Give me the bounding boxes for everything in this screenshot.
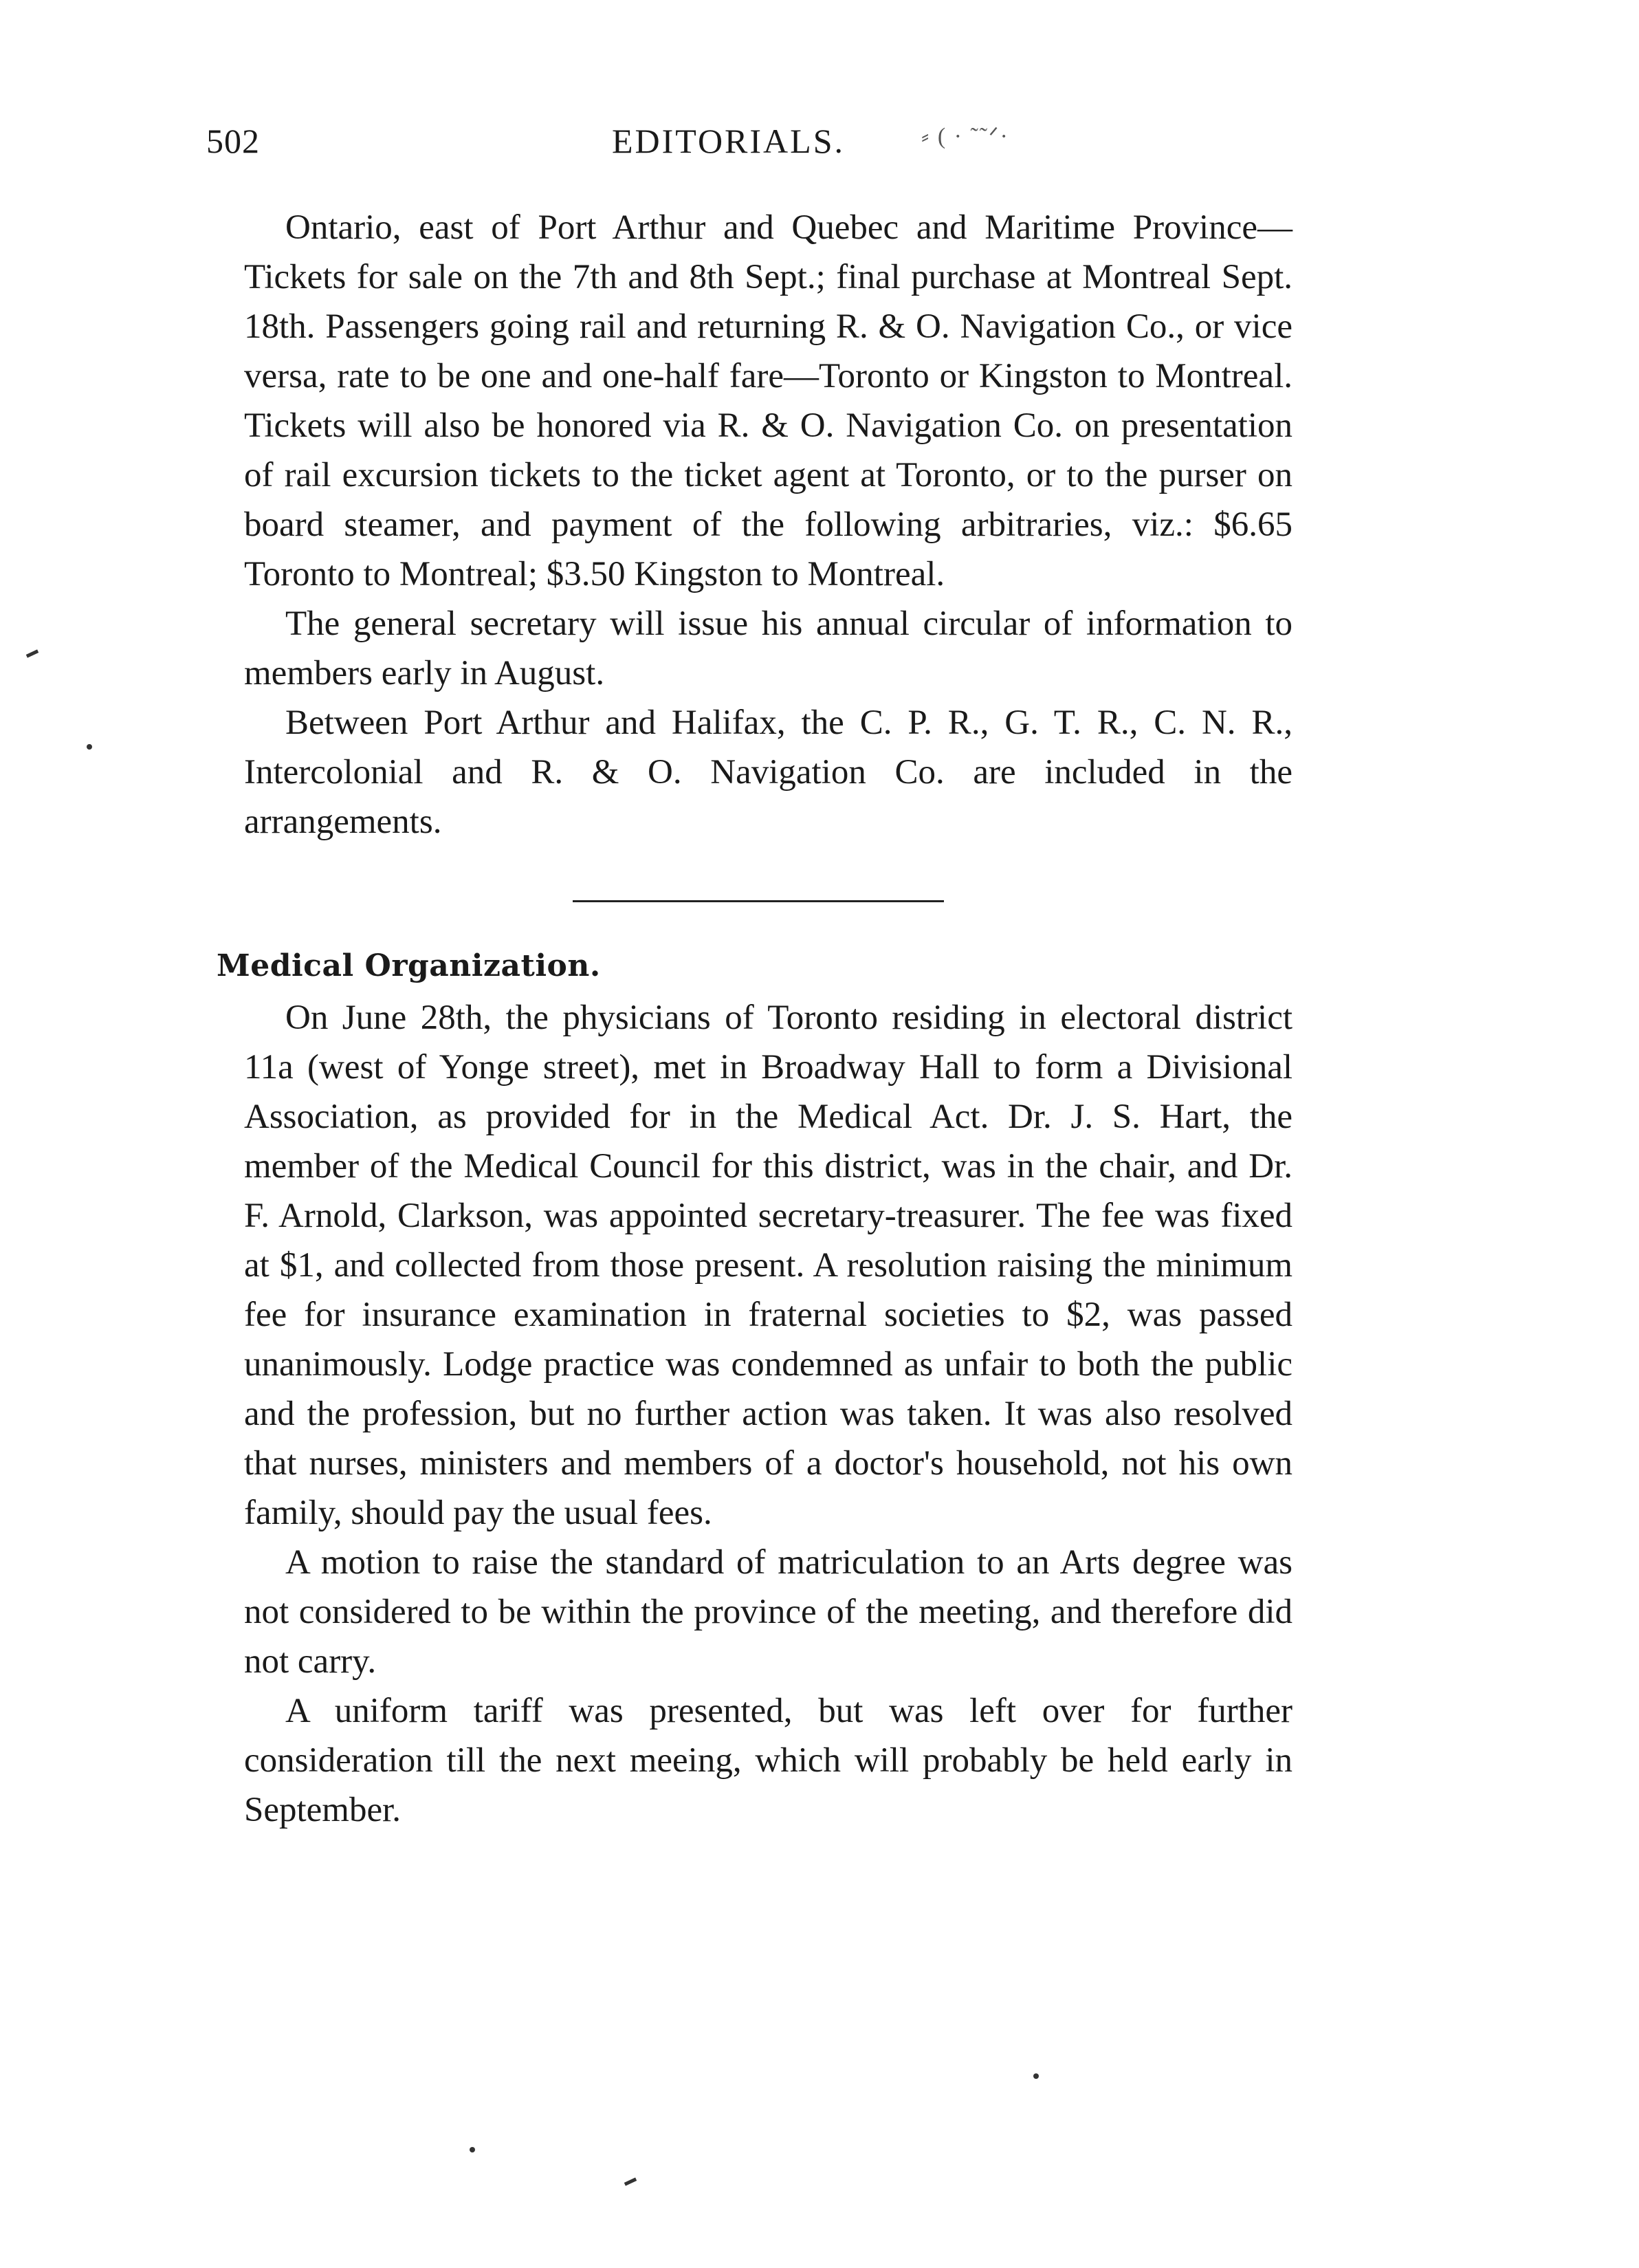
section-divider <box>573 900 944 902</box>
page-number: 502 <box>206 122 260 160</box>
running-head: EDITORIALS. <box>612 122 846 160</box>
paragraph-divisional-association: On June 28th, the physicians of Toronto residing in electoral district 11a (west of Yonge street), met in Broadway Hall to form a Divisional Association, as provided for in the Medical Act. Dr. J. S. Hart, the member of the Medical Council for this district, was in the chair, and Dr. F. Arnold, Clarkson, was appointed secretary-treasurer. The fee was fixed at $1, and collected from those present. A resolution raising the minimum fee for insurance examination in fraternal societies to $2, was passed unanimously. Lodge practice was condemned as unfair to both the public and the profession, but no further action was taken. It was also resolved that nurses, ministers and members of a doctor's household, not his own family, should pay the usual fees. <box>244 999 1292 1532</box>
section-heading: Medical Organization. <box>217 948 601 983</box>
page-header <box>206 121 1306 176</box>
paragraph-uniform-tariff: A uniform tariff was presented, but was left over for further consideration till the next meeing, which will probably be held early in September. <box>244 1692 1292 1829</box>
scan-speck <box>87 744 92 750</box>
paragraph-circular-notice: The general secretary will issue his annual circular of information to members early in August. <box>244 604 1292 693</box>
scan-speck <box>624 2177 637 2185</box>
scan-speck <box>26 649 38 657</box>
paragraph-railway-lines: Between Port Arthur and Halifax, the C. P. R., G. T. R., C. N. R., Intercolonial and R. & O. Navigation Co. are included in the arrangements. <box>244 704 1292 841</box>
paragraph-travel-arrangements: Ontario, east of Port Arthur and Quebec and Maritime Province—Tickets for sale on the 7th and 8th Sept.; final purchase at Montreal Sept. 18th. Passengers going rail and returning R. & O. Navigation Co., or vice versa, rate to be one and one-half fare—Toronto or Kingston to Montreal. Tickets will also be honored via R. & O. Navigation Co. on presentation of rail excursion tickets to the ticket agent at Toronto, or to the purser on board steamer, and payment of the following arbitraries, viz.: $6.65 Toronto to Montreal; $3.50 Kingston to Montreal. <box>244 208 1292 593</box>
scan-speck <box>470 2147 475 2152</box>
paragraph-matriculation-motion: A motion to raise the standard of matriculation to an Arts degree was not considered to be within the province of the meeting, and therefore did not carry. <box>244 1543 1292 1681</box>
stray-print-marks: ⸗ ( · ˜˜ᐟ· <box>921 124 1009 149</box>
scan-speck <box>1033 2073 1039 2079</box>
text-column <box>217 203 1292 1835</box>
